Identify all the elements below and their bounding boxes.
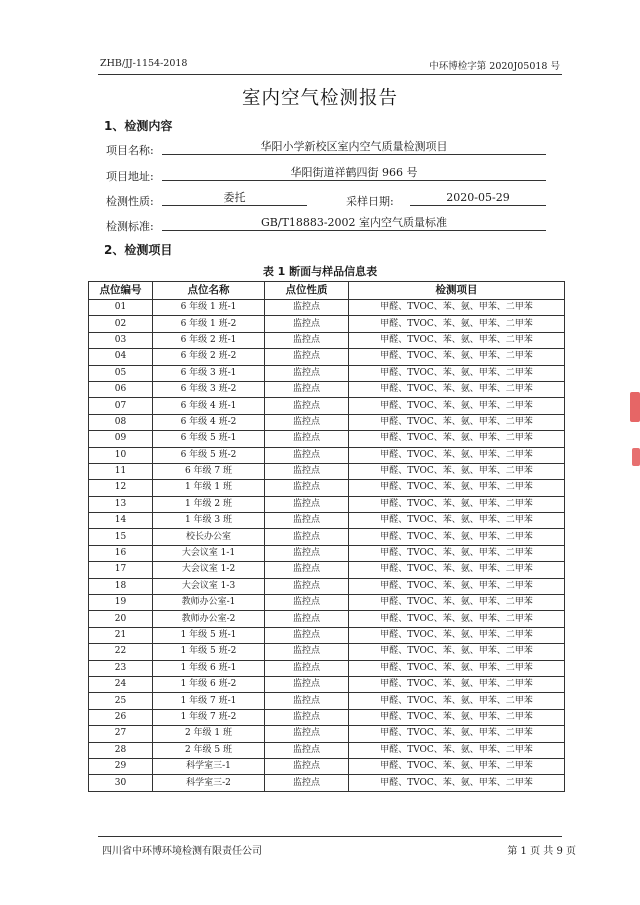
- table-cell: 6 年级 4 班-2: [153, 414, 265, 430]
- table-cell: 教师办公室-1: [153, 595, 265, 611]
- table-row: [89, 545, 565, 561]
- table-cell: 1 年级 7 班-2: [153, 709, 265, 725]
- table-cell: 科学室三-1: [153, 758, 265, 774]
- table-cell: 6 年级 4 班-1: [153, 398, 265, 414]
- table-cell: 监控点: [265, 414, 349, 430]
- table-cell: 08: [89, 414, 153, 430]
- table-cell: 甲醛、TVOC、苯、氨、甲苯、二甲苯: [349, 463, 565, 479]
- table-cell: 6 年级 2 班-2: [153, 349, 265, 365]
- table-cell: 甲醛、TVOC、苯、氨、甲苯、二甲苯: [349, 709, 565, 725]
- table-cell: 监控点: [265, 513, 349, 529]
- table-cell: 甲醛、TVOC、苯、氨、甲苯、二甲苯: [349, 349, 565, 365]
- table-cell: 甲醛、TVOC、苯、氨、甲苯、二甲苯: [349, 316, 565, 332]
- table-row: [89, 726, 565, 742]
- nature-value: 委托: [162, 191, 307, 206]
- table-cell: 校长办公室: [153, 529, 265, 545]
- table-header-row: [89, 282, 565, 300]
- table-cell: 甲醛、TVOC、苯、氨、甲苯、二甲苯: [349, 513, 565, 529]
- table-cell: 甲醛、TVOC、苯、氨、甲苯、二甲苯: [349, 644, 565, 660]
- table-cell: 监控点: [265, 496, 349, 512]
- table-cell: 17: [89, 562, 153, 578]
- column-header: 检测项目: [349, 282, 565, 300]
- table-row: [89, 578, 565, 594]
- table-cell: 监控点: [265, 398, 349, 414]
- table-cell: 07: [89, 398, 153, 414]
- table-cell: 甲醛、TVOC、苯、氨、甲苯、二甲苯: [349, 496, 565, 512]
- table-cell: 监控点: [265, 545, 349, 561]
- table-cell: 29: [89, 758, 153, 774]
- table-cell: 监控点: [265, 332, 349, 348]
- table-cell: 6 年级 7 班: [153, 463, 265, 479]
- sample-date-label: 采样日期:: [346, 195, 394, 208]
- sample-date-value: 2020-05-29: [410, 191, 546, 206]
- table-row: [89, 431, 565, 447]
- table-cell: 1 年级 6 班-2: [153, 676, 265, 692]
- table-cell: 大会议室 1-1: [153, 545, 265, 561]
- table-cell: 1 年级 1 班: [153, 480, 265, 496]
- table-row: [89, 644, 565, 660]
- table-row: [89, 398, 565, 414]
- table-cell: 甲醛、TVOC、苯、氨、甲苯、二甲苯: [349, 660, 565, 676]
- table-cell: 监控点: [265, 447, 349, 463]
- table-cell: 监控点: [265, 381, 349, 397]
- project-address-label: 项目地址:: [106, 170, 154, 183]
- table-cell: 20: [89, 611, 153, 627]
- table-cell: 22: [89, 644, 153, 660]
- table-cell: 大会议室 1-2: [153, 562, 265, 578]
- table-cell: 1 年级 5 班-2: [153, 644, 265, 660]
- table-row: [89, 562, 565, 578]
- table-cell: 甲醛、TVOC、苯、氨、甲苯、二甲苯: [349, 431, 565, 447]
- table-cell: 6 年级 1 班-2: [153, 316, 265, 332]
- table-cell: 10: [89, 447, 153, 463]
- table-cell: 6 年级 5 班-2: [153, 447, 265, 463]
- table-cell: 监控点: [265, 316, 349, 332]
- table-cell: 甲醛、TVOC、苯、氨、甲苯、二甲苯: [349, 562, 565, 578]
- table-cell: 27: [89, 726, 153, 742]
- table-caption: 表 1 断面与样品信息表: [262, 265, 378, 278]
- table-cell: 监控点: [265, 595, 349, 611]
- table-row: [89, 365, 565, 381]
- table-cell: 03: [89, 332, 153, 348]
- table-cell: 25: [89, 693, 153, 709]
- table-row: [89, 693, 565, 709]
- table-cell: 28: [89, 742, 153, 758]
- table-cell: 甲醛、TVOC、苯、氨、甲苯、二甲苯: [349, 758, 565, 774]
- table-cell: 04: [89, 349, 153, 365]
- sample-info-table: [88, 281, 565, 792]
- table-cell: 12: [89, 480, 153, 496]
- table-cell: 监控点: [265, 693, 349, 709]
- table-cell: 02: [89, 316, 153, 332]
- table-cell: 甲醛、TVOC、苯、氨、甲苯、二甲苯: [349, 414, 565, 430]
- table-cell: 1 年级 7 班-1: [153, 693, 265, 709]
- table-cell: 监控点: [265, 365, 349, 381]
- table-cell: 甲醛、TVOC、苯、氨、甲苯、二甲苯: [349, 398, 565, 414]
- table-cell: 6 年级 2 班-1: [153, 332, 265, 348]
- table-cell: 6 年级 3 班-2: [153, 381, 265, 397]
- table-cell: 11: [89, 463, 153, 479]
- table-cell: 大会议室 1-3: [153, 578, 265, 594]
- table-row: [89, 480, 565, 496]
- table-cell: 科学室三-2: [153, 775, 265, 791]
- table-cell: 监控点: [265, 709, 349, 725]
- section-heading-items: 2、检测项目: [104, 243, 173, 257]
- table-cell: 监控点: [265, 431, 349, 447]
- table-row: [89, 496, 565, 512]
- project-name-value: 华阳小学新校区室内空气质量检测项目: [162, 140, 546, 155]
- table-cell: 监控点: [265, 676, 349, 692]
- table-cell: 监控点: [265, 775, 349, 791]
- seal-mark: [630, 392, 640, 422]
- table-row: [89, 300, 565, 316]
- table-cell: 监控点: [265, 578, 349, 594]
- table-cell: 监控点: [265, 627, 349, 643]
- table-cell: 甲醛、TVOC、苯、氨、甲苯、二甲苯: [349, 332, 565, 348]
- table-row: [89, 463, 565, 479]
- nature-label: 检测性质:: [106, 195, 154, 208]
- table-cell: 监控点: [265, 726, 349, 742]
- column-header: 点位性质: [265, 282, 349, 300]
- table-row: [89, 758, 565, 774]
- table-cell: 甲醛、TVOC、苯、氨、甲苯、二甲苯: [349, 611, 565, 627]
- table-cell: 甲醛、TVOC、苯、氨、甲苯、二甲苯: [349, 578, 565, 594]
- table-cell: 甲醛、TVOC、苯、氨、甲苯、二甲苯: [349, 365, 565, 381]
- table-row: [89, 611, 565, 627]
- table-row: [89, 349, 565, 365]
- table-cell: 1 年级 6 班-1: [153, 660, 265, 676]
- table-row: [89, 316, 565, 332]
- table-body: [89, 300, 565, 792]
- table-cell: 监控点: [265, 349, 349, 365]
- table-cell: 1 年级 5 班-1: [153, 627, 265, 643]
- table-cell: 18: [89, 578, 153, 594]
- table-row: [89, 332, 565, 348]
- page-number: 第 1 页 共 9 页: [507, 846, 576, 857]
- table-cell: 甲醛、TVOC、苯、氨、甲苯、二甲苯: [349, 480, 565, 496]
- table-cell: 监控点: [265, 480, 349, 496]
- table-cell: 06: [89, 381, 153, 397]
- table-cell: 甲醛、TVOC、苯、氨、甲苯、二甲苯: [349, 627, 565, 643]
- table-cell: 15: [89, 529, 153, 545]
- table-row: [89, 627, 565, 643]
- seal-mark: [632, 448, 640, 466]
- standard-label: 检测标准:: [106, 220, 154, 233]
- table-cell: 甲醛、TVOC、苯、氨、甲苯、二甲苯: [349, 545, 565, 561]
- table-cell: 2 年级 5 班: [153, 742, 265, 758]
- table-row: [89, 775, 565, 791]
- table-cell: 监控点: [265, 611, 349, 627]
- table-cell: 16: [89, 545, 153, 561]
- table-cell: 30: [89, 775, 153, 791]
- report-number: 中环博检字第 2020J05018 号: [429, 61, 560, 72]
- table-cell: 监控点: [265, 758, 349, 774]
- table-row: [89, 381, 565, 397]
- table-cell: 监控点: [265, 529, 349, 545]
- column-header: 点位名称: [153, 282, 265, 300]
- table-cell: 1 年级 3 班: [153, 513, 265, 529]
- table-row: [89, 513, 565, 529]
- table-cell: 05: [89, 365, 153, 381]
- table-cell: 21: [89, 627, 153, 643]
- table-cell: 甲醛、TVOC、苯、氨、甲苯、二甲苯: [349, 300, 565, 316]
- table-cell: 6 年级 1 班-1: [153, 300, 265, 316]
- table-cell: 监控点: [265, 300, 349, 316]
- table-cell: 14: [89, 513, 153, 529]
- table-cell: 6 年级 3 班-1: [153, 365, 265, 381]
- table-cell: 1 年级 2 班: [153, 496, 265, 512]
- table-cell: 19: [89, 595, 153, 611]
- table-cell: 24: [89, 676, 153, 692]
- table-cell: 23: [89, 660, 153, 676]
- company-name: 四川省中环博环境检测有限责任公司: [102, 846, 262, 857]
- table-cell: 13: [89, 496, 153, 512]
- doc-code: ZHB/JJ-1154-2018: [100, 58, 188, 69]
- table-cell: 09: [89, 431, 153, 447]
- table-row: [89, 660, 565, 676]
- table-cell: 监控点: [265, 644, 349, 660]
- table-row: [89, 595, 565, 611]
- table-cell: 26: [89, 709, 153, 725]
- table-cell: 教师办公室-2: [153, 611, 265, 627]
- table-cell: 甲醛、TVOC、苯、氨、甲苯、二甲苯: [349, 447, 565, 463]
- table-cell: 监控点: [265, 562, 349, 578]
- table-cell: 监控点: [265, 660, 349, 676]
- section-heading-content: 1、检测内容: [104, 119, 173, 133]
- header-divider: [98, 74, 562, 75]
- project-address-value: 华阳街道祥鹤四街 966 号: [162, 166, 546, 181]
- project-name-label: 项目名称:: [106, 144, 154, 157]
- table-row: [89, 414, 565, 430]
- table-cell: 甲醛、TVOC、苯、氨、甲苯、二甲苯: [349, 676, 565, 692]
- table-cell: 6 年级 5 班-1: [153, 431, 265, 447]
- table-cell: 甲醛、TVOC、苯、氨、甲苯、二甲苯: [349, 693, 565, 709]
- table-cell: 甲醛、TVOC、苯、氨、甲苯、二甲苯: [349, 726, 565, 742]
- footer-divider: [98, 836, 562, 837]
- table-row: [89, 676, 565, 692]
- column-header: 点位编号: [89, 282, 153, 300]
- table-row: [89, 742, 565, 758]
- table-cell: 甲醛、TVOC、苯、氨、甲苯、二甲苯: [349, 381, 565, 397]
- table-row: [89, 709, 565, 725]
- table-cell: 监控点: [265, 463, 349, 479]
- table-row: [89, 529, 565, 545]
- table-cell: 甲醛、TVOC、苯、氨、甲苯、二甲苯: [349, 529, 565, 545]
- table-cell: 甲醛、TVOC、苯、氨、甲苯、二甲苯: [349, 775, 565, 791]
- table-cell: 甲醛、TVOC、苯、氨、甲苯、二甲苯: [349, 742, 565, 758]
- table-cell: 甲醛、TVOC、苯、氨、甲苯、二甲苯: [349, 595, 565, 611]
- table-cell: 2 年级 1 班: [153, 726, 265, 742]
- standard-value: GB/T18883-2002 室内空气质量标准: [162, 216, 546, 231]
- table-cell: 01: [89, 300, 153, 316]
- table-cell: 监控点: [265, 742, 349, 758]
- table-row: [89, 447, 565, 463]
- page-title: 室内空气检测报告: [241, 88, 398, 109]
